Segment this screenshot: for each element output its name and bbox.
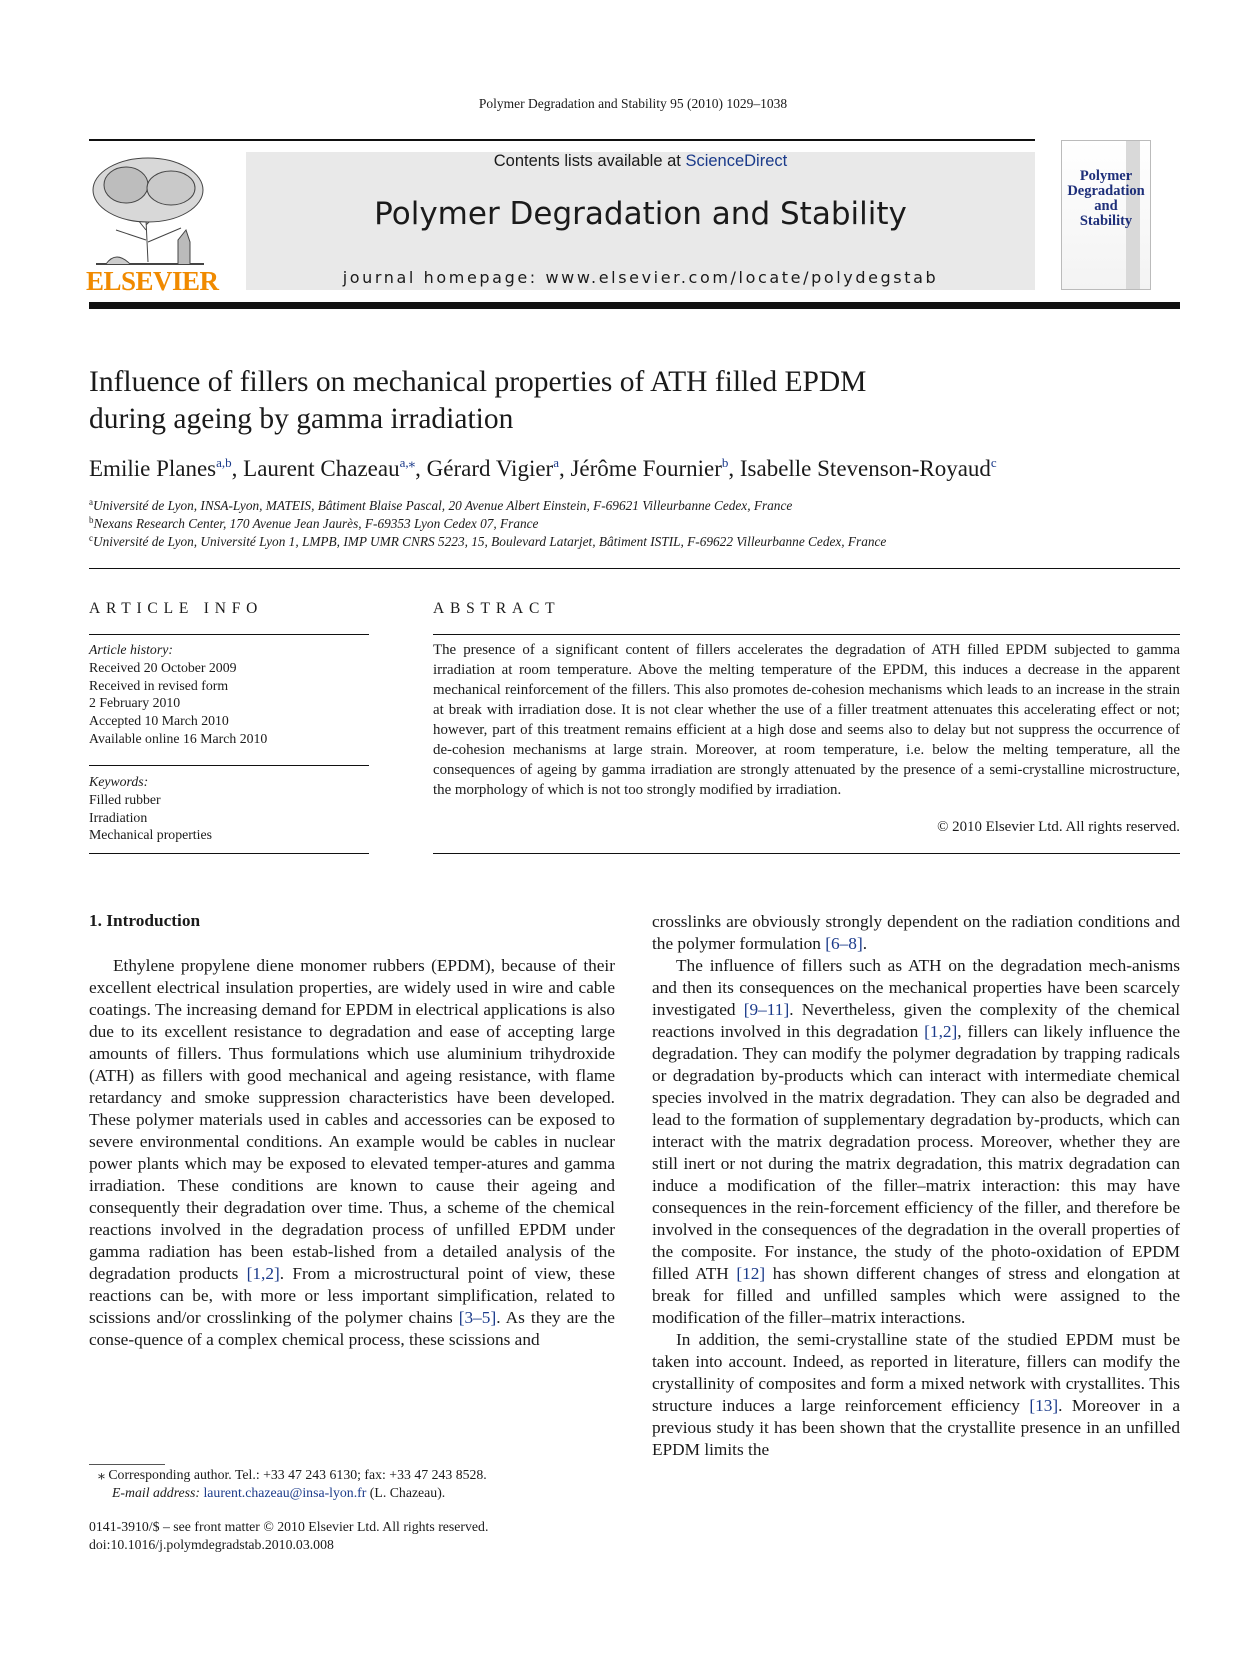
text-run: . Nevertheless, given the complexity of the chemical reactions involved in this degradation [652, 1000, 1180, 1041]
title-line: during ageing by gamma irradiation [89, 403, 514, 435]
paragraph [652, 955, 1180, 1329]
cover-title-line: and [1094, 198, 1118, 214]
text-run: crosslinks are obviously strongly dependent on the radiation conditions and the polymer formulation [652, 912, 1180, 953]
paragraph [652, 911, 1180, 955]
affiliation-text: Nexans Research Center, 170 Avenue Jean Jaurès, F-69353 Lyon Cedex 07, France [93, 516, 539, 531]
article-history [89, 641, 267, 748]
affiliation-text: Université de Lyon, INSA-Lyon, MATEIS, Bâtiment Blaise Pascal, 20 Avenue Albert Einstein, F-69621 Villeurbanne Cedex, France [93, 498, 793, 513]
abstract-text: The presence of a significant content of fillers accelerates the degradation of ATH filled EPDM subjected to gamma irradiation at room temperature. Above the melting temperature of the EPDM, this induces a decrease in the apparent mechanical reinforcement of the fillers. This also promotes de-cohesion mechanisms which leads to an increase in the strain at break with irradiation dose. It is not clear whether the use of a filler treatment attenuates this accelerating effect or not; however, part of this treatment remains efficient at a high dose and seems also to delay but not suppress the occurrence of de-cohesion mechanisms at large strain. Moreover, at room temperature, i.e. below the melting temperature, all the consequences of ageing by gamma irradiation are strongly attenuated by the presence of a semi-crystalline microstructure, the morphology of which is not too strongly modified by irradiation. [433, 642, 1180, 798]
journal-name: Polymer Degradation and Stability [374, 196, 907, 232]
text-run: . Moreover in a previous study it has been shown that the crystallite presence in an unfilled EPDM limits the [652, 1396, 1180, 1459]
text-run: . [862, 934, 868, 953]
info-rule [89, 634, 369, 635]
author-name: Jérôme Fournier [570, 456, 722, 481]
author-name: Emilie Planes [89, 456, 217, 481]
contents-prefix: Contents lists available at [493, 152, 686, 170]
author-affiliation-mark[interactable]: a,⁎ [399, 455, 416, 470]
author-list [89, 455, 1189, 482]
abstract-copyright: © 2010 Elsevier Ltd. All rights reserved. [937, 819, 1180, 835]
keywords [89, 773, 212, 844]
footnote-mark: ⁎ [98, 1467, 105, 1482]
body-column-left [89, 955, 615, 1351]
author-separator: , [728, 456, 740, 481]
info-rule [89, 853, 369, 854]
author-affiliation-mark[interactable]: b [721, 455, 729, 470]
section-heading: 1. Introduction [89, 911, 201, 930]
history-item: Received 20 October 2009 [89, 659, 237, 675]
affiliation [89, 497, 792, 514]
text-run: Ethylene propylene diene monomer rubbers (EPDM), because of their excellent electrical insulation properties, are widely used in wire and cable coatings. The increasing demand for EPDM in electrical applications is also due to its excellent resistance to degradation and ease of accepting large amounts of fillers. Thus formulations which use aluminium trihydroxide (ATH) as fillers with good mechanical and ageing resistance, with flame retardancy and smoke suppression characteristics have been developed. These polymer materials used in cables and accessories can be exposed to severe environmental conditions. An example would be cables in nuclear power plants which may be exposed to elevated temper-atures and gamma irradiation. These conditions are known to cause their ageing and consequently their degradation over time. Thus, a scheme of the chemical reactions involved in the degradation process of unfilled EPDM under gamma radiation has been estab-lished from a detailed analysis of the degradation products [89, 956, 615, 1283]
author-affiliation-mark[interactable]: a [553, 455, 559, 470]
email-link[interactable]: laurent.chazeau@insa-lyon.fr [203, 1485, 367, 1500]
affiliation [89, 533, 886, 550]
citation-link[interactable]: [1,2] [246, 1264, 280, 1283]
text-run: In addition, the semi-crystalline state of the studied EPDM must be taken into account. Indeed, as reported in literature, fillers can modify the crystallinity of composites and form a mixed network with crystallites. This structure induces a large reinforcement efficiency [652, 1330, 1180, 1415]
affiliation-mark: b [89, 515, 94, 525]
top-rule [89, 139, 1035, 141]
cover-title-line: Stability [1079, 213, 1133, 229]
abstract-heading: ABSTRACT [433, 600, 561, 617]
doi-line[interactable]: doi:10.1016/j.polymdegradstab.2010.03.008 [89, 1537, 334, 1552]
journal-homepage[interactable]: journal homepage: www.elsevier.com/locate/polydegstab [342, 268, 939, 287]
history-item: Available online 16 March 2010 [89, 730, 268, 746]
keywords-label: Keywords: [89, 774, 149, 789]
cover-title [1062, 169, 1150, 229]
citation-link[interactable]: [9–11] [743, 1000, 790, 1019]
citation-link[interactable]: [13] [1029, 1396, 1059, 1415]
publisher-name: ELSEVIER [86, 266, 219, 296]
abstract-rule [433, 634, 1180, 635]
journal-cover-thumbnail [1061, 140, 1151, 290]
keyword: Mechanical properties [89, 827, 212, 843]
footnote-rule [89, 1464, 165, 1465]
text-run: . As they are the conse-quence of a complex chemical process, these scissions and [89, 1308, 615, 1349]
history-label: Article history: [89, 642, 173, 657]
history-item: Accepted 10 March 2010 [89, 713, 229, 729]
issn-doi-block [89, 1518, 488, 1554]
article-title [89, 364, 1089, 438]
history-item: 2 February 2010 [89, 695, 181, 711]
email-label: E-mail address: [112, 1485, 204, 1500]
author-separator: , [231, 456, 244, 481]
citation-link[interactable]: [6–8] [825, 934, 863, 953]
affiliation-text: Université de Lyon, Université Lyon 1, LMPB, IMP UMR CNRS 5223, 15, Boulevard Latarjet, Bâtiment ISTIL, F-69622 Villeurbanne Cedex, France [93, 534, 887, 549]
keyword: Filled rubber [89, 791, 161, 807]
author-separator: , [558, 456, 571, 481]
journal-masthead [246, 152, 1035, 290]
citation-link[interactable]: [3–5] [458, 1308, 497, 1327]
affiliation-rule [89, 568, 1180, 569]
author-separator: , [415, 456, 427, 481]
running-head: Polymer Degradation and Stability 95 (2010) 1029–1038 [478, 96, 788, 111]
author-name: Laurent Chazeau [243, 456, 400, 481]
body-column-right [652, 911, 1180, 1461]
affiliation-mark: c [89, 533, 93, 543]
paragraph [652, 1329, 1180, 1461]
abstract-rule [433, 853, 1180, 854]
author-affiliation-mark[interactable]: c [990, 455, 997, 470]
text-run: . From a microstructural point of view, these reactions can be, with more or less important simplification, related to scissions and/or crosslinking of the polymer chains [89, 1264, 615, 1327]
history-item: Received in revised form [89, 677, 229, 693]
keyword: Irradiation [89, 809, 148, 825]
contents-line [246, 152, 1035, 171]
author-name: Gérard Vigier [426, 456, 554, 481]
affiliation-mark: a [89, 497, 93, 507]
affiliation [89, 515, 538, 532]
cover-title-line: Polymer [1079, 168, 1133, 184]
text-run: has shown different changes of stress and elongation at break for filled and unfilled samples which were assigned to the modification of the filler–matrix interactions. [652, 1264, 1180, 1327]
paragraph [89, 955, 615, 1351]
cover-title-line: Degradation [1067, 183, 1145, 199]
article-info-heading: ARTICLE INFO [89, 600, 264, 617]
text-run: The influence of fillers such as ATH on the degradation mech-anisms and then its consequences on the mechanical properties have been scarcely investigated [652, 956, 1180, 1019]
issn-line: 0141-3910/$ – see front matter © 2010 Elsevier Ltd. All rights reserved. [89, 1519, 489, 1534]
email-suffix: (L. Chazeau). [366, 1485, 446, 1500]
author-name: Isabelle Stevenson-Royaud [739, 456, 991, 481]
corresponding-author-footnote [98, 1466, 487, 1502]
citation-link[interactable]: [1,2] [924, 1022, 958, 1041]
author-affiliation-mark[interactable]: a,b [216, 455, 232, 470]
header-thick-rule [89, 302, 1180, 309]
sciencedirect-link[interactable]: ScienceDirect [685, 152, 788, 170]
footnote-text: Corresponding author. Tel.: +33 47 243 6130; fax: +33 47 243 8528. [108, 1467, 487, 1482]
title-line: Influence of fillers on mechanical properties of ATH filled EPDM [89, 366, 867, 398]
text-run: , fillers can likely influence the degradation. They can modify the polymer degradation by trapping radicals or degradation by-products which can interact with intermediate chemical species involved in the matrix degradation. They can also be degraded and lead to the formation of supplementary degradation by-products, which can interact with the matrix degradation process. Moreover, whether they are still inert or not during the matrix degradation, this matrix degradation can induce a modification of the filler–matrix interaction: this may have consequences in the rein-forcement efficiency of the filler, and therefore be involved in the consequences of the degradation in the overall properties of the composite. For instance, the study of the photo-oxidation of EPDM filled ATH [652, 1022, 1180, 1283]
info-rule [89, 765, 369, 766]
citation-link[interactable]: [12] [736, 1264, 766, 1283]
